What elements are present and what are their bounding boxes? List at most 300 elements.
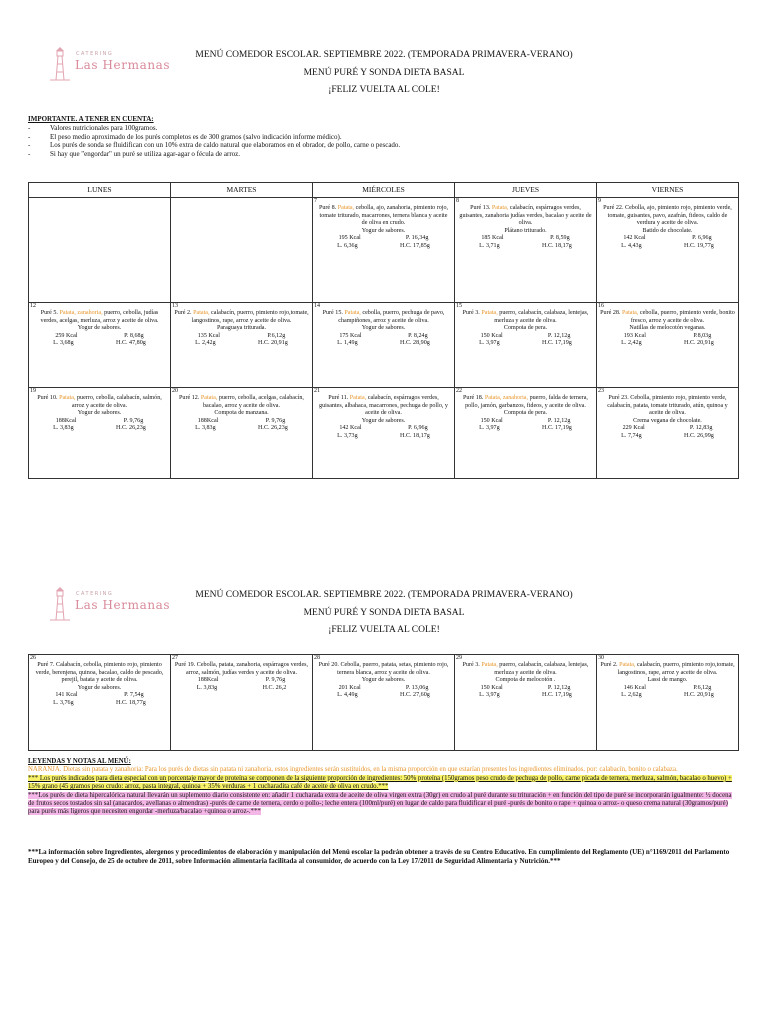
fat-value: L. 1,49g <box>337 340 358 346</box>
nutrition-row <box>316 340 451 348</box>
menu-cell <box>455 198 596 302</box>
dish-name: Puré 3. <box>462 662 482 668</box>
nutrition-row <box>32 692 167 700</box>
kcal-value: 150 Kcal <box>480 332 503 339</box>
menu-cell <box>171 198 312 302</box>
dish-content <box>455 655 596 700</box>
dish-name: Puré 13. <box>470 205 492 211</box>
dish-ingredients: puerro, calabacín, calabaza, lentejas, merluza y aceite de oliva. <box>494 662 589 676</box>
day-number: 30 <box>598 655 604 661</box>
menu-table-week2 <box>28 654 739 751</box>
menu-day-cell <box>455 655 597 751</box>
dish-content <box>313 198 454 250</box>
fat-value: L. 2,62g <box>621 692 642 698</box>
menu-day-cell <box>29 655 171 751</box>
dish-highlight: Patata, <box>193 310 212 316</box>
dish-description <box>600 310 735 325</box>
menu-day-cell <box>171 388 313 479</box>
dessert: Lassi de mango. <box>647 677 688 683</box>
dish-ingredients: Cebolla, puerro, patata, setas, pimiento rojo, ternera blanca, arroz y aceite de oliva. <box>337 662 449 676</box>
dish-highlight: Patata, <box>619 662 638 668</box>
dish-description <box>32 662 167 685</box>
nutrition-row <box>600 433 735 441</box>
nutrition-row <box>458 685 593 693</box>
carbs-value: H.C. 17,85g <box>400 242 430 249</box>
kcal-value: 141 Kcal <box>55 692 78 698</box>
kcal-value: 259 Kcal <box>55 332 78 339</box>
menu-day-cell <box>313 198 455 303</box>
menu-day-cell <box>29 303 171 388</box>
carbs-value: H.C. 26,2 <box>262 684 287 691</box>
weekday-header: LUNES <box>29 183 171 198</box>
menu-cell <box>597 388 738 478</box>
day-number: 19 <box>30 388 36 394</box>
dessert: Yogur de sabores. <box>77 325 122 331</box>
dish-description <box>600 662 735 677</box>
nutrition-row <box>600 235 735 243</box>
menu-day-cell <box>597 303 739 388</box>
dish-name: Puré 22. <box>603 205 626 211</box>
carbs-value: H.C. 19,77g <box>684 242 714 249</box>
menu-day-cell <box>455 303 597 388</box>
dish-description <box>174 310 309 325</box>
kcal-value: 142 Kcal <box>339 425 362 431</box>
dish-highlight: Patata, <box>59 395 77 401</box>
menu-week-row <box>29 198 739 303</box>
kcal-value: 188Kcal <box>197 677 219 683</box>
nutrition-row <box>32 340 167 348</box>
dish-content <box>455 198 596 250</box>
menu-cell <box>171 303 312 387</box>
menu-week-row <box>29 388 739 479</box>
dish-ingredients: Cebolla, ajo, pimiento rojo, pimiento verde, tomate, guisantes, pavo, azafrán, fideos, caldo de verdura y aceite de oliva. <box>607 205 732 226</box>
fat-value: L. 3,83g <box>53 425 74 431</box>
protein-value: P. 12,12g <box>547 684 571 691</box>
dish-description <box>600 205 735 228</box>
weekday-header-row <box>29 183 739 198</box>
nutrition-row <box>600 340 735 348</box>
dish-name: Puré 28. <box>600 310 622 316</box>
carbs-value: H.C. 28,90g <box>400 340 430 346</box>
menu-cell <box>171 655 312 750</box>
nutrition-row <box>316 692 451 700</box>
dish-ingredients: Calabacín, cebolla, pimiento rojo, pimiento verde, berenjena, quinoa, bacalao, caldo de pescado, perejil, batata y aceite de oliva. <box>35 662 164 683</box>
day-number: 22 <box>456 388 462 394</box>
dish-ingredients: cebolla, ajo, zanahoria, pimiento rojo, tomate triturado, macarrones, ternera blanca y aceite de oliva en crudo. <box>319 205 449 226</box>
nutrition-row <box>32 700 167 708</box>
dish-content <box>171 388 312 433</box>
nutrition-row <box>600 243 735 251</box>
fat-value: L. 3,97g <box>479 340 500 346</box>
menu-day-cell <box>171 198 313 303</box>
protein-value: P. 7,54g <box>124 692 144 698</box>
dish-content <box>313 655 454 700</box>
carbs-value: H.C. 47,80g <box>116 340 146 346</box>
carbs-value: H.C. 17,19g <box>542 692 572 698</box>
protein-value: P.8,03g <box>693 332 712 339</box>
legal-info: ***La información sobre Ingredientes, alergenos y procedimientos de elaboración y manipulación del Menú escolar la podrán obtener a través de su Centro Educativo. En cumplimiento del Reglamento (UE) n°1169/2011 del Parlamento Europeo y del Consejo, de 25 de octubre de 2011, sobre Información alimentaria facilitada al consumidor, de acuerdo con la Ley 17/2011 de Seguridad Alimentaria y Nutrición.*** <box>28 848 730 865</box>
dish-description <box>316 310 451 325</box>
dish-content <box>29 198 170 205</box>
dish-name: Puré 20. <box>318 662 341 668</box>
header-title: MENÚ COMEDOR ESCOLAR. SEPTIEMBRE 2022. (TEMPORADA PRIMAVERA-VERANO) <box>195 590 573 600</box>
fat-value: L. 3,68g <box>53 340 74 346</box>
nutrition-row <box>174 425 309 433</box>
menu-cell <box>455 388 596 478</box>
fat-value: L. 3,71g <box>479 242 500 249</box>
menu-cell <box>29 388 170 478</box>
kcal-value: 135 Kcal <box>197 332 220 339</box>
nutrition-row <box>316 333 451 341</box>
dish-highlight: Patata, <box>200 395 219 401</box>
carbs-value: H.C. 17,19g <box>542 340 572 346</box>
protein-value: P. 9,76g <box>265 417 286 424</box>
nutrition-row <box>458 418 593 426</box>
protein-value: P. 6,96g <box>692 235 712 241</box>
carbs-value: H.C. 17,19g <box>542 425 572 431</box>
menu-day-cell <box>455 388 597 479</box>
kcal-value: 193 Kcal <box>623 332 646 339</box>
kcal-value: 195 Kcal <box>338 235 361 241</box>
menu-table-week1 <box>28 182 739 479</box>
dish-description <box>174 662 309 677</box>
nutrition-row <box>458 340 593 348</box>
carbs-value: H.C. 20,91g <box>684 692 714 698</box>
dish-highlight: Patata, <box>491 205 510 211</box>
dish-name: Puré 19. <box>174 662 197 668</box>
day-number: 13 <box>172 303 178 309</box>
dish-name: Puré 15. <box>322 310 345 316</box>
dessert: Yogur de sabores. <box>77 684 122 691</box>
menu-cell <box>313 388 454 478</box>
day-number: 8 <box>456 198 459 204</box>
nutrition-row <box>600 685 735 693</box>
menu-cell <box>313 655 454 750</box>
menu-cell <box>171 388 312 478</box>
menu-day-cell <box>313 655 455 751</box>
day-number: 28 <box>314 655 320 661</box>
important-notes <box>28 115 748 159</box>
nutrition-row <box>174 677 309 685</box>
dish-name: Puré 2. <box>600 662 620 668</box>
nutrition-row <box>600 692 735 700</box>
day-number: 21 <box>314 388 320 394</box>
protein-value: P. 8,68g <box>124 332 144 339</box>
dessert: Yogur de sabores. <box>361 227 406 234</box>
protein-value: P. 12,12g <box>547 332 571 339</box>
dish-highlight: Patata, <box>349 395 368 401</box>
day-number: 29 <box>456 655 462 661</box>
menu-cell <box>313 198 454 302</box>
protein-value: P. 8,59g <box>550 235 570 241</box>
dish-highlight: Patata, zanahoria, <box>484 395 530 401</box>
protein-value: P. 9,76g <box>265 677 286 683</box>
nutrition-row <box>174 333 309 341</box>
carbs-value: H.C. 27,60g <box>400 692 430 698</box>
nutrition-row <box>316 433 451 441</box>
weekday-header: JUEVES <box>455 183 597 198</box>
dish-name: Puré 12. <box>179 395 201 401</box>
menu-week-row <box>29 655 739 751</box>
important-item: - El peso medio aproximado de los purés completos es de 300 gramos (salvo indicación informe médico). <box>28 133 748 142</box>
dish-description <box>316 205 451 228</box>
dish-content <box>455 303 596 348</box>
kcal-value: 142 Kcal <box>623 235 646 241</box>
day-number: 14 <box>314 303 320 309</box>
kcal-value: 150 Kcal <box>480 417 503 424</box>
fat-value: L. 7,74g <box>621 432 642 439</box>
day-number: 27 <box>172 655 178 661</box>
dish-content <box>597 655 738 700</box>
day-number: 26 <box>30 655 36 661</box>
important-item: - Los purés de sonda se fluidifican con un 10% extra de caldo natural que elaboramos en el obrador, de pollo, carne o pescado. <box>28 141 748 150</box>
page-header <box>0 47 768 100</box>
important-title: IMPORTANTE. A TENER EN CUENTA: <box>28 115 154 123</box>
dish-ingredients: cebolla, puerro, pechuga de pavo, champiñones, arroz y aceite de oliva. <box>338 310 445 324</box>
nutrition-row <box>32 333 167 341</box>
dish-description <box>174 395 309 410</box>
dish-description <box>32 395 167 410</box>
dish-content <box>313 303 454 348</box>
dish-ingredients: puerro, calabacín, calabaza, lentejas, merluza y aceite de oliva. <box>494 310 589 324</box>
fat-value: L. 6,36g <box>337 242 358 249</box>
header-greeting: ¡FELIZ VUELTA AL COLE! <box>328 625 440 635</box>
dessert: Natillas de melocotón veganas. <box>629 325 706 331</box>
nutrition-row <box>458 425 593 433</box>
day-number: 16 <box>598 303 604 309</box>
brand-name: Las Hermanas <box>75 58 171 72</box>
nutrition-row <box>174 685 309 693</box>
dish-content <box>29 303 170 348</box>
dish-content <box>597 303 738 348</box>
dish-description <box>32 310 167 325</box>
menu-day-cell <box>597 198 739 303</box>
dessert: Yogur de sabores. <box>77 410 122 416</box>
dessert: Yogur de sabores. <box>361 417 406 424</box>
legend-orange-note: NARANJA. Dietas sin patata y zanahoria: Para los purés de dietas sin patata ni zanahoria, estos ingredientes serán sustituidos, en la misma proporción en que estarían presentes los ingredientes eliminados, por: calabacín, bonito o calabaza. <box>28 766 678 774</box>
nutrition-row <box>458 333 593 341</box>
dish-name: Puré 7. <box>37 662 56 668</box>
dish-content <box>171 303 312 348</box>
dish-name: Puré 11. <box>328 395 350 401</box>
dish-highlight: Patata, <box>337 205 356 211</box>
nutrition-row <box>316 425 451 433</box>
dish-name: Puré 10. <box>37 395 60 401</box>
weekday-header: MIÉRCOLES <box>313 183 455 198</box>
header-greeting: ¡FELIZ VUELTA AL COLE! <box>328 85 440 95</box>
important-item: - Valores nutricionales para 100gramos. <box>28 124 748 133</box>
menu-day-cell <box>597 655 739 751</box>
dish-content <box>171 655 312 692</box>
dish-highlight: Patata, <box>621 310 640 316</box>
dish-content <box>313 388 454 440</box>
protein-value: P. 12,12g <box>547 417 571 424</box>
carbs-value: H.C. 18,17g <box>542 242 572 249</box>
dish-content <box>597 388 738 440</box>
menu-day-cell <box>597 388 739 479</box>
dish-name: Puré 2. <box>174 310 194 316</box>
menu-cell <box>313 303 454 387</box>
protein-value: P. 9,76g <box>123 417 144 424</box>
fat-value: L. 3,73g <box>337 432 358 439</box>
fat-value: L. 2,42g <box>195 340 216 346</box>
kcal-value: 188Kcal <box>197 417 219 424</box>
protein-value: P. 8,24g <box>408 332 428 339</box>
dish-ingredients: puerro, cebolla, judías verdes, acelgas, merluza, arroz y aceite de oliva. <box>40 310 159 324</box>
kcal-value: 185 Kcal <box>481 235 504 241</box>
kcal-value: 150 Kcal <box>480 684 503 691</box>
important-item: - Si hay que "engordar" un puré se utiliza agar-agar o fécula de arroz. <box>28 150 748 159</box>
legend-hypercaloric-note: ***Los purés de dieta hipercalórica natural llevarán un suplemento diario consistente en: añadir 1 cucharada extra de aceite de oliva virgen extra (30gr) en crudo al puré durante su trituración + en función del tipo de puré se incorporarán igualmente: ½ docena de frutos secos tostados sin sal (anacardos, avellanas o almendras) -purés de carne de ternera, cerdo o pollo-; leche entera (100ml/puré) en lugar de caldo para fluidificar el puré -purés de bonito o rape + quinoa o arroz- o queso crema natural (30gramos/puré) para purés más ligeros que necesiten engordar -merluza/bacalao +quinoa o arroz-.*** <box>28 791 732 816</box>
dish-description <box>458 310 593 325</box>
fat-value: L. 3,97g <box>479 425 500 431</box>
menu-cell <box>29 198 170 302</box>
fat-value: L. 3,83g <box>195 425 216 431</box>
dish-content <box>455 388 596 433</box>
header-title: MENÚ COMEDOR ESCOLAR. SEPTIEMBRE 2022. (TEMPORADA PRIMAVERA-VERANO) <box>195 50 573 60</box>
dish-name: Puré 5. <box>40 310 60 316</box>
dish-description <box>316 395 451 418</box>
nutrition-row <box>32 425 167 433</box>
dessert: Compota de pera. <box>503 410 548 416</box>
nutrition-row <box>174 340 309 348</box>
dish-description <box>316 662 451 677</box>
protein-value: P.6,12g <box>267 332 286 339</box>
menu-day-cell <box>29 388 171 479</box>
kcal-value: 188Kcal <box>55 417 77 424</box>
carbs-value: H.C. 20,91g <box>684 340 714 346</box>
carbs-value: H.C. 26,23g <box>116 425 146 431</box>
header-subtitle: MENÚ PURÉ Y SONDA DIETA BASAL <box>303 67 465 78</box>
carbs-value: H.C. 18,17g <box>400 432 430 439</box>
day-number: 7 <box>314 198 317 204</box>
menu-week-row <box>29 303 739 388</box>
menu-day-cell <box>29 198 171 303</box>
kcal-value: 229 Kcal <box>622 425 645 431</box>
weekday-header: VIERNES <box>597 183 739 198</box>
nutrition-row <box>174 418 309 426</box>
dish-highlight: Patata, <box>481 662 500 668</box>
dish-ingredients: puerro, cebolla, acelgas, calabacín, bacalao, arroz y aceite de oliva. <box>203 395 304 409</box>
dish-name: Puré 8. <box>318 205 338 211</box>
brand-name: Las Hermanas <box>75 598 171 612</box>
dish-ingredients: puerro, falda de ternera, pollo, jamón, garbanzos, fideos, y aceite de oliva. <box>465 395 588 409</box>
menu-day-cell <box>171 655 313 751</box>
menu-cell <box>455 655 596 750</box>
fat-value: L. 4,43g <box>621 242 642 249</box>
day-number: 12 <box>30 303 36 309</box>
dish-content <box>29 655 170 707</box>
menu-day-cell <box>313 303 455 388</box>
day-number: 9 <box>598 198 601 204</box>
protein-value: P. 13,06g <box>405 684 429 691</box>
menu-cell <box>597 655 738 750</box>
dish-name: Puré 3. <box>462 310 482 316</box>
menu-cell <box>455 303 596 387</box>
carbs-value: H.C. 20,91g <box>258 340 288 346</box>
dish-content <box>29 388 170 433</box>
protein-value: P. 6,96g <box>408 425 428 431</box>
fat-value: L. 3,97g <box>479 692 500 698</box>
dessert: Batido de chocolate. <box>642 227 693 234</box>
dessert: Yogur de sabores. <box>361 325 406 331</box>
carbs-value: H.C. 26,23g <box>258 425 288 431</box>
legend-protein-note: *** Los purés indicados para dieta especial con un porcentaje mayor de proteína se componen de la siguiente proporción de ingredientes: 50% proteína (150gramos peso crudo de pechuga de pollo, carne picada de ternera, merluza, salmón, bacalao o huevo) + 15% grano (45 gramos peso crudo: arroz, pasta integral, quinoa + 35% verduras + 1 cucharadita café de aceite de oliva en crudo.*** <box>28 774 732 791</box>
header-subtitle: MENÚ PURÉ Y SONDA DIETA BASAL <box>303 607 465 618</box>
dish-ingredients: Cebolla, patata, zanahoria, espárragos verdes, arroz, salmón, judías verdes y aceite de oliva. <box>186 662 309 676</box>
dish-ingredients: puerro, cebolla, calabacín, salmón, arroz y aceite de oliva. <box>71 395 162 409</box>
kcal-value: 201 Kcal <box>338 684 361 691</box>
dessert: Compota de pera. <box>503 325 548 331</box>
menu-cell <box>29 303 170 387</box>
day-number: 15 <box>456 303 462 309</box>
menu-day-cell <box>313 388 455 479</box>
dish-ingredients: calabacín, puerro, pimiento rojo,tomate, langostinos, rape, arroz y aceite de oliva. <box>191 310 309 324</box>
dish-ingredients: cebolla, puerro, pimiento verde, bonito fresco, arroz y aceite de oliva. <box>630 310 735 324</box>
dish-highlight: Patata, zanahoria, <box>59 310 105 316</box>
dessert: Compota de manzana. <box>214 410 269 416</box>
dish-highlight: Patata, <box>344 310 363 316</box>
nutrition-row <box>458 243 593 251</box>
fat-value: L. 4,49g <box>337 692 358 698</box>
menu-day-cell <box>455 198 597 303</box>
nutrition-row <box>458 692 593 700</box>
weekday-header: MARTES <box>171 183 313 198</box>
fat-value: L. 3,83g <box>196 684 218 691</box>
dish-description <box>600 395 735 418</box>
fat-value: L. 3,76g <box>53 699 74 706</box>
menu-cell <box>597 303 738 387</box>
dessert: Plátano triturado. <box>504 227 547 234</box>
menu-cell <box>29 655 170 750</box>
brand-small: CATERING <box>76 51 114 57</box>
kcal-value: 146 Kcal <box>623 684 646 691</box>
dessert: Yogur de sabores. <box>361 677 406 683</box>
page-header <box>0 587 768 640</box>
nutrition-row <box>316 243 451 251</box>
dish-content <box>171 198 312 205</box>
dessert: Crema vegana de chocolate. <box>633 417 702 424</box>
dish-ingredients: calabacín, puerro, pimiento rojo,tomate, langostinos, rape, arroz y aceite de oliva. <box>617 662 735 676</box>
dish-description <box>458 205 593 228</box>
dish-name: Puré 23. <box>608 395 631 401</box>
protein-value: P.6,12g <box>693 684 712 691</box>
dish-highlight: Patata, <box>481 310 500 316</box>
nutrition-row <box>316 235 451 243</box>
dish-ingredients: Cebolla, pimiento rojo, pimiento verde, calabacín, patata, tomate triturado, atún, quinoa y aceite de oliva. <box>607 395 728 416</box>
dish-ingredients: calabacín, espárragos verdes, guisantes, albahaca, macarrones, pechuga de pollo, y aceite de oliva. <box>319 395 448 416</box>
dish-description <box>458 662 593 677</box>
legend-notes <box>28 758 738 817</box>
nutrition-row <box>600 333 735 341</box>
nutrition-row <box>32 418 167 426</box>
menu-cell <box>597 198 738 302</box>
protein-value: P. 16,34g <box>405 235 429 241</box>
dish-description <box>458 395 593 410</box>
nutrition-row <box>600 425 735 433</box>
legend-title: LEYENDAS Y NOTAS AL MENÚ: <box>28 758 131 765</box>
dish-content <box>597 198 738 250</box>
carbs-value: H.C. 26,99g <box>684 432 714 439</box>
menu-day-cell <box>171 303 313 388</box>
brand-small: CATERING <box>76 591 114 597</box>
dish-ingredients: calabacín, espárragos verdes, guisantes, zanahoria judías verdes, bacalao y aceite de oliva. <box>459 205 592 226</box>
fat-value: L. 2,42g <box>621 340 642 346</box>
dish-name: Puré 18. <box>463 395 485 401</box>
dessert: Compota de melocotón . <box>495 677 556 683</box>
nutrition-row <box>458 235 593 243</box>
carbs-value: H.C. 18,77g <box>116 699 146 706</box>
